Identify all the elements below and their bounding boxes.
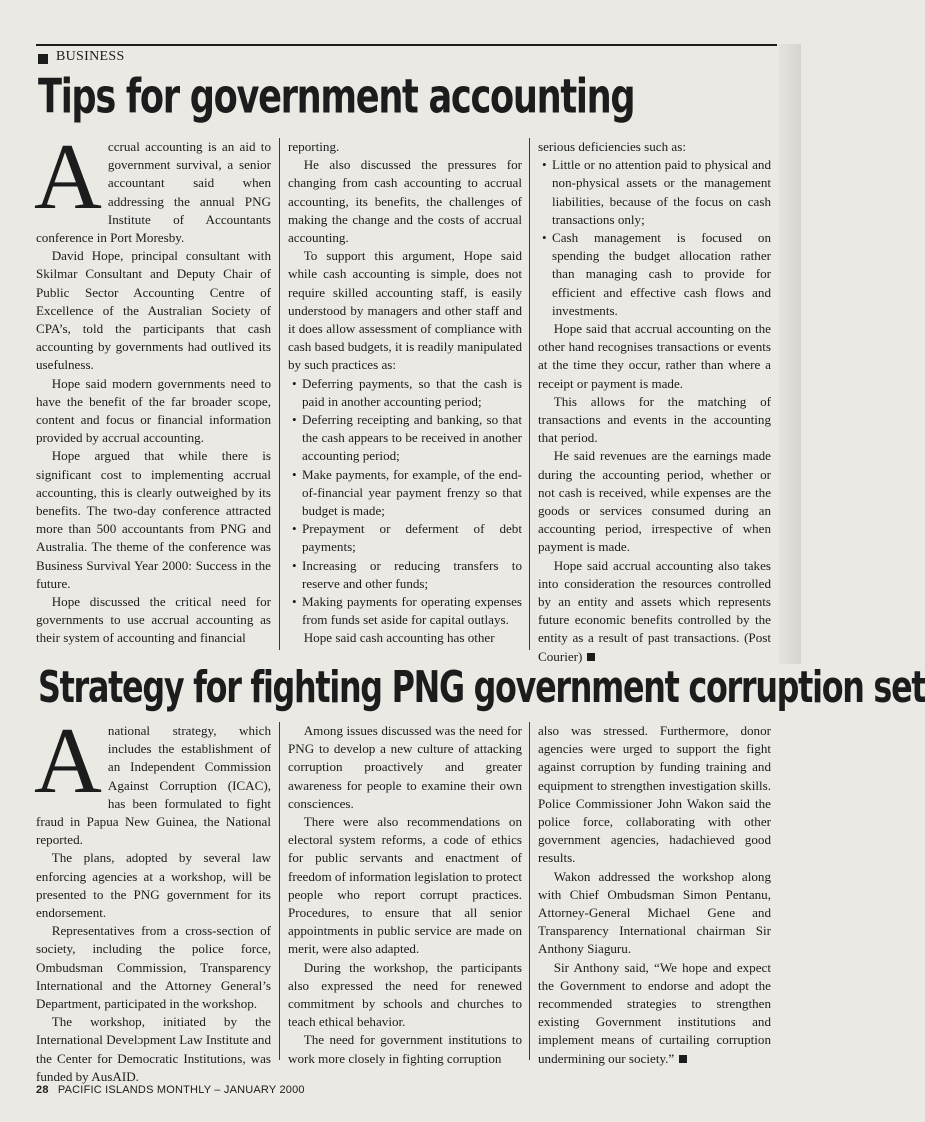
column-divider: [279, 722, 280, 1060]
end-mark-icon: [587, 653, 595, 661]
list-item: • Deferring receipting and banking, so that the cash appears to be received in another accounting period;: [288, 411, 522, 466]
paragraph: Among issues discussed was the need for PNG to develop a new culture of attacking corruption proactively and greater awareness for people to examine their own consciences.: [288, 723, 522, 811]
article1-drop-cap: A: [34, 125, 102, 229]
paragraph: The need for government institutions to work more closely in fighting corruption: [288, 1032, 522, 1066]
list-item: • Increasing or reducing transfers to reserve and other funds;: [288, 557, 522, 593]
paragraph: reporting.: [288, 139, 340, 154]
article2-column-1: [34, 709, 271, 1084]
section-label: BUSINESS: [56, 49, 125, 64]
article1-headline: Tips for government accounting: [38, 70, 635, 125]
page-footer: [36, 1084, 305, 1096]
facing-page-edge: [779, 44, 801, 664]
paragraph: The workshop, initiated by the International Develɔpment Law Institute and the Center for Democratic Institutions, was funded by AusAID.: [36, 1014, 271, 1084]
paragraph: Hope said modern governments need to have the benefit of the far broader scope, content and focus or financial information provided by accrual accounting.: [36, 375, 271, 446]
article1-closing-text: Hope said accrual accounting also takes into consideration the resources controlled by an entity and assets which represents future economic benefits controlled by the entity as a result of past transactions. (Post Courier): [538, 557, 771, 664]
paragraph: Hope discussed the critical need for governments to use accrual accounting as their system of accounting and financial: [36, 594, 271, 646]
paragraph: The plans, adopted by several law enforcing agencies at a workshop, will be presented to the PNG government for its endorsement.: [36, 850, 271, 921]
paragraph: [538, 959, 771, 1068]
column-divider: [279, 138, 280, 650]
list-item: • Make payments, for example, of the end-of-financial year payment frenzy so that budget is made;: [288, 466, 522, 521]
end-mark-icon: [679, 1055, 687, 1063]
paragraph: also was stressed. Furthermore, donor agencies were urged to support the fight against corruption by funding training and equipment to strengthen investigation skills. Police Commissioner John Wakon said the police force, collaborating with other government agencies, hadachieved good results.: [538, 723, 771, 866]
list-item: • Making payments for operating expenses from funds set aside for capital outlays.: [288, 593, 522, 629]
paragraph: There were also recommendations on electoral system reforms, a code of ethics for public servants and enactment of freedom of information legislation to protect people who report corrupt practices. Procedures, to ensure that all senior appointments in public service are made on merit, were also adapted.: [288, 814, 522, 957]
article2-drop-cap: A: [34, 709, 102, 813]
article1-col3-bullet-list: [538, 156, 771, 320]
list-item: • Cash management is focused on spending the budget allocation rather than managing cash to provide for efficient and effective cash flows and investments.: [538, 229, 771, 320]
article2-closing-text: Sir Anthony said, “We hope and expect the Government to endorse and adopt the recommended strategies to strengthen existing Government institutions and implement means of curtailing corruption undermining our society.”: [538, 959, 771, 1066]
paragraph: Hope said cash accounting has other: [303, 630, 495, 646]
column-divider: [529, 138, 530, 650]
paragraph: Wakon addressed the workshop along with Chief Ombudsman Simon Pentanu, Attorney-General Michael Gene and Transparency International chairman Sir Anthony Siaguru.: [538, 868, 771, 957]
paragraph: Representatives from a cross-section of society, including the police force, Ombudsman Commission, Transparency International and the Attorney General’s Department, participated in the workshop.: [36, 923, 271, 1012]
article1-column-3: [538, 138, 771, 664]
list-item: • Prepayment or deferment of debt payments;: [288, 520, 522, 556]
publication-line: PACIFIC ISLANDS MONTHLY – JANUARY 2000: [57, 1084, 305, 1096]
list-item: • Deferring payments, so that the cash is paid in another accounting period;: [288, 375, 522, 411]
page-number: 28: [36, 1084, 49, 1096]
paragraph: ccrual accounting is an aid to government survival, a senior accountant said when addressing the annual PNG Institute of Accountants conference in Port Moresby.: [36, 139, 271, 246]
article1-column-2: [288, 138, 522, 652]
paragraph: Hope said that accrual accounting on the other hand recognises transactions or events at the time they occur, rather than where a receipt or payment is made.: [538, 321, 771, 391]
list-item: • Little or no attention paid to physical and non-physical assets or the management liabilities, because of the focus on cash transactions only;: [538, 156, 771, 229]
section-header: [36, 44, 777, 66]
paragraph: [538, 557, 771, 666]
paragraph: serious deficiencies such as:: [538, 139, 686, 154]
article1-col2-bullet-list: [288, 375, 522, 630]
paragraph: This allows for the matching of transactions and events in the accounting that period.: [538, 393, 771, 446]
paragraph: David Hope, principal consultant with Skilmar Consultant and Deputy Chair of Public Sector Accounting Centre of Excellence of the Australian Society of CPA’s, told the participants that cash accounting by governments had outlived its usefulness.: [36, 248, 271, 373]
paragraph: During the workshop, the participants also expressed the need for renewed commitment by schools and churches to teach ethical behavior.: [288, 959, 522, 1030]
paragraph: Hope argued that while there is significant cost to implementing accrual accounting, this is clearly outweighed by its benefits. The two-day conference attracted more than 500 accountants from PNG and Australia. The theme of the conference was Business Survival Year 2000: Success in the future.: [36, 448, 271, 591]
paragraph: He said revenues are the earnings made during the accounting period, whether or not cash is received, while expenses are the goods or services consumed during an accounting period, irrespective of when payment is made.: [538, 448, 771, 555]
paragraph: To support this argument, Hope said while cash accounting is simple, does not require skilled accounting staff, is easily understood by managers and other staff and it does allow assessment of compliance with cash based budgets, it is readily manipulated by such practices as:: [288, 248, 522, 373]
column-divider: [529, 722, 530, 1060]
article2-column-3: [538, 722, 771, 1064]
section-square-icon: [38, 54, 48, 64]
article2-column-2: [288, 722, 522, 1064]
article2-headline: Strategy for fighting PNG government corruption set: [38, 662, 925, 713]
paragraph: national strategy, which includes the establishment of an Independent Commission Against Corruption (ICAC), has been formulated to fight fraud in Papua New Guinea, the National reported.: [36, 723, 271, 848]
paragraph: He also discussed the pressures for changing from cash accounting to accrual accounting, its benefits, the challenges of making the change and the costs of accrual accounting.: [288, 157, 522, 246]
article1-column-1: [34, 125, 271, 652]
